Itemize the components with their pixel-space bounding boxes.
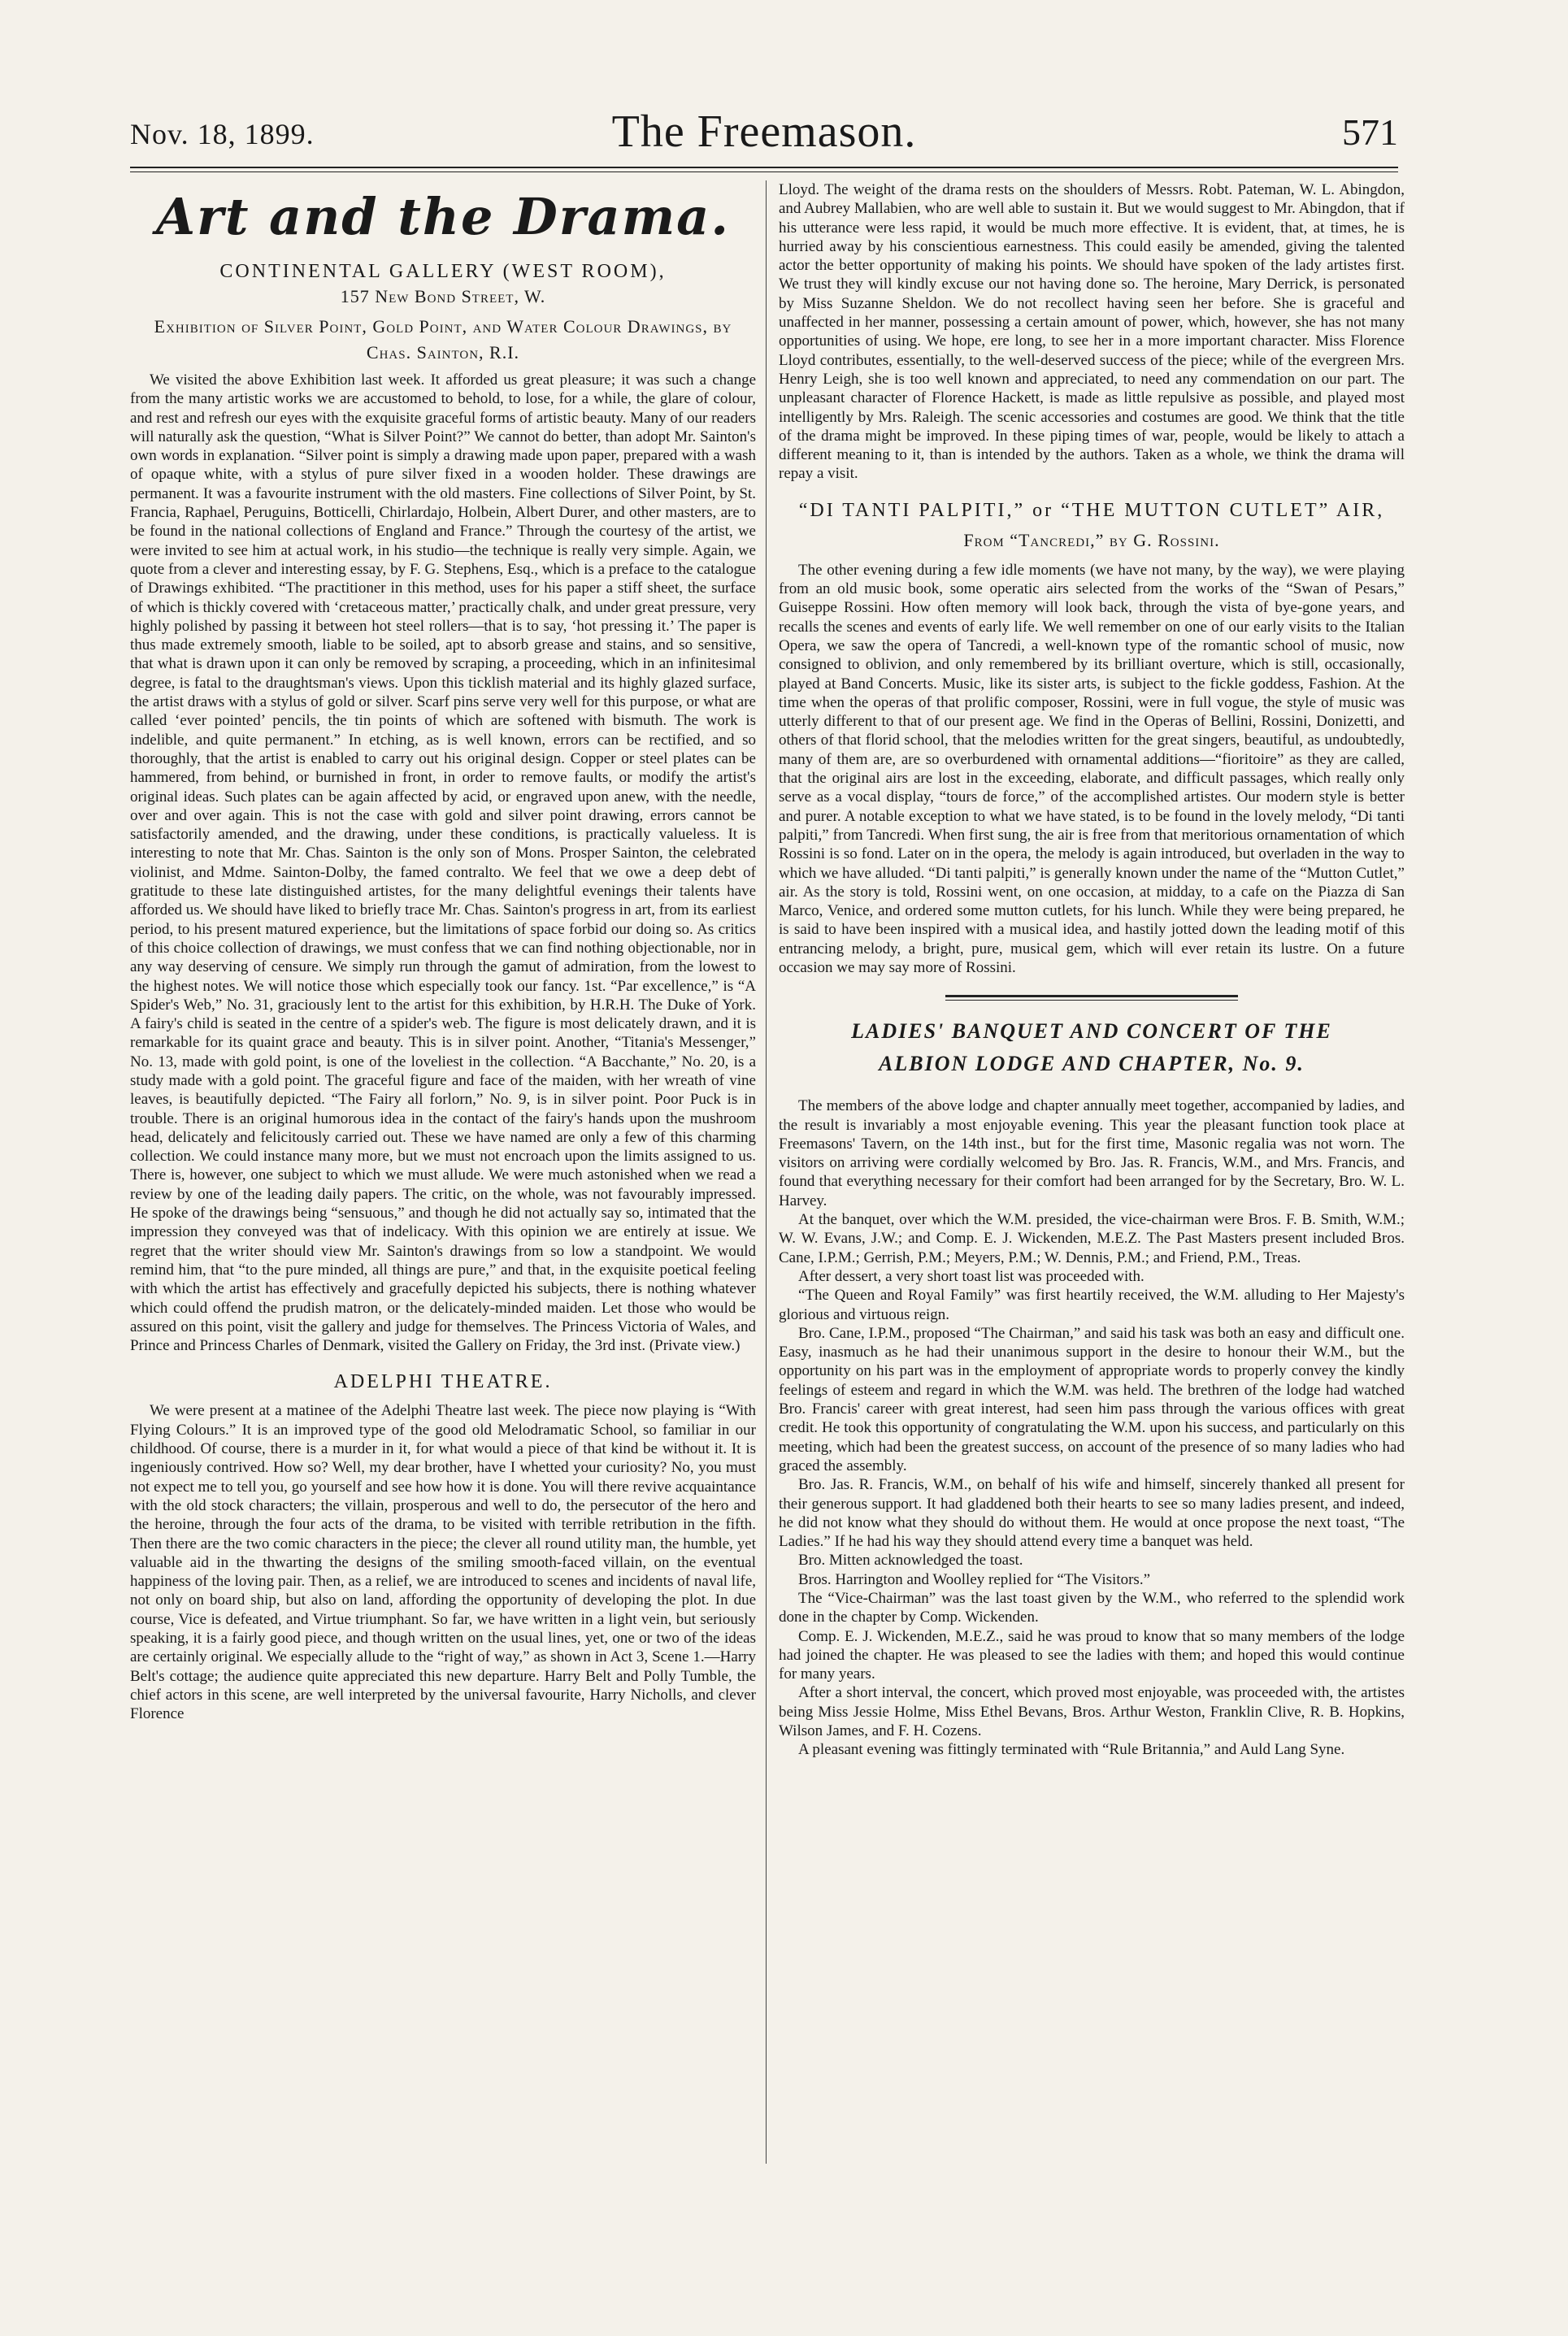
banquet-heading-line1: LADIES' BANQUET AND CONCERT OF THE — [851, 1019, 1332, 1044]
right-column — [779, 180, 1405, 2164]
banquet-paragraph: Bros. Harrington and Woolley replied for “The Visitors.” — [798, 1570, 1151, 1588]
tanti-heading: “DI TANTI PALPITI,” or “THE MUTTON CUTLET” AIR, — [798, 499, 1385, 521]
banquet-paragraph: Bro. Mitten acknowledged the toast. — [798, 1552, 1023, 1570]
page-number: 571 — [1342, 111, 1398, 153]
banquet-paragraph: At the banquet, over which the W.M. presided, the vice-chairman were Bros. F. B. Smith, W.M.; W. W. Evans, J.W.; and Comp. E. J. Wickenden, M.E.Z. The Past Masters present included Bros. Cane, I.P.M.; Gerrish, P.M.; Meyers, P.M.; W. Dennis, P.M.; and Friend, P.M., Treas. — [779, 1211, 1405, 1266]
tanti-subheading: From “Tancredi,” by G. Rossini. — [963, 529, 1220, 550]
banquet-paragraph: A pleasant evening was fittingly terminated with “Rule Britannia,” and Auld Lang Syne. — [798, 1741, 1345, 1759]
left-column — [130, 180, 756, 2164]
banquet-paragraph: After a short interval, the concert, which proved most enjoyable, was proceeded with, the artistes being Miss Jessie Holme, Miss Ethel Bevans, Bros. Arthur Weston, Franklin Clive, R. B. Hopkins, Wilson James, and F. H. Cozens. — [779, 1684, 1405, 1740]
gallery-venue: CONTINENTAL GALLERY (WEST ROOM), — [219, 261, 667, 282]
banquet-paragraph: After dessert, a very short toast list was proceeded with. — [798, 1267, 1145, 1285]
column-divider — [766, 180, 767, 2164]
art-article-paragraph: We visited the above Exhibition last week. It afforded us great pleasure; it was such a change from the many artistic works we are accustomed to behold, to lose, for a while, the glare of colour, and rest and refresh our eyes with the exquisite graceful forms of artistic beauty. Many of our readers will naturally ask the question, “What is Silver Point?” We cannot do better, than adopt Mr. Sainton's own words in explanation. “Silver point is simply a drawing made upon paper, prepared with a wash of opaque white, with a stylus of pure silver fixed in a wooden holder. These drawings are permanent. It was a favourite instrument with the old masters. Fine collections of Silver Point, by St. Francia, Raphael, Peruguins, Botticelli, Chirlardajo, Holbein, Albert Durer, and other masters, are to be found in the national collections of England and France.” Through the courtesy of the artist, we were invited to see him at actual work, in his studio—the technique is really very simple. Again, we quote from a clever and interesting essay, by F. G. Stephens, Esq., which is a preface to the catalogue of Drawings exhibited. “The practitioner in this method, uses for his paper a stiff sheet, the surface of which is thickly covered with ‘cretaceous matter,’ practically chalk, and under great pressure, very highly polished by passing it between hot steel rollers—that is to say, ‘hot pressing it.’ The paper is thus made extremely smooth, liable to be soiled, apt to absorb grease and stains, and so sensitive, that what is drawn upon it can only be removed by scraping, a proceeding, which in an infinitesimal degree, is fatal to the draughtsman's views. Upon this ticklish material and its highly glazed surface, the artist draws with a stylus of gold or silver. Scarf pins serve very well for this purpose, or what are called ‘ever pointed’ pencils, the tin points of which are softened with bismuth. The work is indelible, and quite permanent.” In etching, as is well known, errors can be rectified, and so thoroughly, that the artist is enabled to carry out his original design. Copper or steel plates can be hammered, from behind, or burnished in front, in order to remove faults, or modify the artist's original ideas. Such plates can be again affected by acid, or engraved upon anew, with the needle, over and over again. This is not the case with gold and silver point drawing, errors cannot be satisfactorily amended, and the drawing, under these conditions, is practically valueless. It is interesting to note that Mr. Chas. Sainton is the only son of Mons. Prosper Sainton, the celebrated violinist, and Mdme. Sainton-Dolby, the famed contralto. We feel that we owe a deep debt of gratitude to these late distinguished artistes, for the many delightful evenings their talents have afforded us. We should have liked to briefly trace Mr. Chas. Sainton's progress in art, from its earliest period, to his present matured experience, but the limitations of space forbid our doing so. As critics of this choice collection of drawings, we must confess that we can find nothing objectionable, nor in any way deserving of censure. We simply run through the gamut of admiration, from the lowest to the highest notes. We will notice those which especially took our fancy. 1st. “Par excellence,” is “A Spider's Web,” No. 31, graciously lent to the artist for this exhibition, by H.R.H. The Duke of York. A fairy's child is seated in the centre of a spider's web. The figure is most delicately drawn, and it is remarkable for its quaint grace and beauty. This is in silver point. Another, “Titania's Messenger,” No. 13, made with gold point, is one of the loveliest in the collection. “A Bacchante,” No. 20, is a study made with a gold point. The graceful figure and face of the maiden, with her wreath of vine leaves, is beautifully depicted. “The Fairy all forlorn,” No. 9, is in silver point. Poor Puck is in trouble. There is an original humorous idea in the contact of the fairy's hands upon the mushroom head, delicately and felicitously carried out. These we have named are only a few of this charming collection. We could instance many more, but we must not encroach upon the limits assigned to us. There is, however, one subject to which we must allude. We were much astonished when we read a review by one of the leading daily papers. The critic, on the whole, was not favourably impressed. He spoke of the drawings being “sensuous,” and though he did not actually say so, intimated that the impression they conveyed was that of indelicacy. With this opinion we are entirely at issue. We regret that the writer should view Mr. Sainton's drawings from so low a standpoint. We would remind him, that “to the pure minded, all things are pure,” and that, in the exquisite poetical feeling with which the artist has effectively and gracefully depicted his subjects, there is nothing whatever which could offend the prudish matron, or the delicately-minded maiden. Let those who would be assured on this point, visit the gallery and judge for themselves. The Princess Victoria of Wales, and Prince and Princess Charles of Denmark, visited the Gallery on Friday, the 3rd inst. (Private view.) — [130, 371, 756, 1355]
gallery-address: 157 New Bond Street, W. — [340, 286, 546, 306]
banquet-paragraph: Bro. Jas. R. Francis, W.M., on behalf of his wife and himself, sincerely thanked all present for their generous support. It had gladdened both their hearts to see so many ladies present, and indeed, he did not know what they should do without them. He would at once propose the next toast, “The Ladies.” If he had his way they should attend every time a banquet was held. — [779, 1476, 1405, 1551]
exhibition-title: Exhibition of Silver Point, Gold Point, and Water Colour Drawings, by Chas. Sainton, R.I. — [154, 316, 732, 363]
section-separator — [945, 995, 1238, 1001]
art-drama-heading: Art and the Drama. — [156, 187, 730, 246]
banquet-paragraph: Comp. E. J. Wickenden, M.E.Z., said he was proud to know that so many members of the lodge had joined the chapter. He was pleased to see the ladies with them; and hoped this would continue for many years. — [779, 1627, 1405, 1683]
banquet-paragraph: The “Vice-Chairman” was the last toast given by the W.M., who referred to the splendid work done in the chapter by Comp. Wickenden. — [779, 1590, 1405, 1626]
banquet-heading — [779, 1015, 1405, 1080]
banquet-paragraph: Bro. Cane, I.P.M., proposed “The Chairman,” and said his task was both an easy and difficult one. Easy, inasmuch as he had their unanimous support in the desire to honour their W.M., but the opportunity on his part was in the employment of appropriate words to properly convey the kindly feelings of esteem and regard in which the W.M. was held. The brethren of the lodge had watched Bro. Francis' career with great interest, had seen him pass through the various offices with great credit. He took this opportunity of congratulating the W.M. upon his success, and particularly on this meeting, which had been the greatest success, on account of the presence of so many ladies who had graced the assembly. — [779, 1324, 1405, 1474]
adelphi-paragraph: We were present at a matinee of the Adelphi Theatre last week. The piece now playing is “With Flying Colours.” It is an improved type of the good old Melodramatic School, so familiar in our childhood. Of course, there is a murder in it, for what would a piece of that kind be without it. It is ingeniously contrived. How so? Well, my dear brother, have I whetted your curiosity? No, you must not expect me to tell you, go yourself and see how how it is done. You will there revive acquaintance with the old stock characters; the villain, prosperous and well to do, the persecutor of the hero and the heroine, through the four acts of the drama, to be visited with terrible retribution in the fifth. Then there are the two comic characters in the piece; the clever all round utility man, the humble, yet valuable aid in the thwarting the designs of the smiling smooth-faced villain, on the eventual happiness of the loving pair. Then, as a relief, we are introduced to scenes and incidents of naval life, not only on board ship, but also on land, affording the opportunity of developing the plot. In due course, Vice is defeated, and Virtue triumphant. So far, we have written in a light vein, but seriously speaking, it is a fairly good piece, and though written on the usual lines, yet, one or two of the ideas are certainly original. We especially allude to the “right of way,” as shown in Act 3, Scene 1.—Harry Belt's cottage; the audience quite appreciated this new departure. Harry Belt and Polly Tumble, the chief actors in this scene, are well interpreted by the universal favourite, Harry Nicholls, and clever Florence — [130, 1402, 756, 1723]
adelphi-paragraph-continued: Lloyd. The weight of the drama rests on the shoulders of Messrs. Robt. Pateman, W. L. Abingdon, and Aubrey Mallabien, who are well able to sustain it. But we would suggest to Mr. Abingdon, that if his utterance were less rapid, it would be much more effective. It is evident, that, at times, he is hurried away by his conscientious earnestness. This could easily be amended, giving the talented actor the better opportunity of making his points. We should have spoken of the lady artistes first. We trust they will kindly excuse our not having done so. The heroine, Mary Derrick, is personated by Miss Suzanne Sheldon. We do not recollect having seen her before. She is graceful and unaffected in her manner, possessing a certain amount of power, which, however, she has not many opportunities of using. We hope, ere long, to see her in a more important character. Miss Florence Lloyd contributes, essentially, to the well-deserved success of the piece; while of the evergreen Mrs. Henry Leigh, she is too well known and appreciated, to need any commendation on our part. The unpleasant character of Florence Hackett, is made as little repulsive as possible, and played most intelligently by Mrs. Raleigh. The scenic accessories and costumes are good. We think that the title of the drama might be improved. In these piping times of war, people, would be likely to attach a different meaning to it, than is intended by the authors. Taken as a whole, we think the drama will repay a visit. — [779, 181, 1405, 483]
banquet-paragraph: “The Queen and Royal Family” was first heartily received, the W.M. alluding to Her Majesty's glorious and virtuous reign. — [779, 1287, 1405, 1323]
banquet-heading-line2: ALBION LODGE AND CHAPTER, No. 9. — [879, 1052, 1305, 1076]
banquet-paragraph: The members of the above lodge and chapter annually meet together, accompanied by ladies, and the result is invariably a most enjoyable evening. This year the pleasant function took place at Freemasons' Tavern, on the 14th inst., but for the first time, Masonic regalia was not worn. The visitors on arriving were cordially welcomed by Bro. Jas. R. Francis, W.M., and Mrs. Francis, and found that everything necessary for their comfort had been arranged for by the Secretary, Bro. W. L. Harvey. — [779, 1097, 1405, 1209]
tanti-paragraph: The other evening during a few idle moments (we have not many, by the way), we were playing from an old music book, some operatic airs selected from the works of the “Swan of Pesars,” Guiseppe Rossini. How often memory will look back, through the vista of bye-gone years, and recalls the scenes and events of early life. We well remember on one of our early visits to the Italian Opera, we saw the opera of Tancredi, a well-known type of the romantic school of music, now consigned to oblivion, and only remembered by its brilliant overture, which is still, occasionally, played at Band Concerts. Music, like its sister arts, is subject to the fickle goddess, Fashion. At the time when the operas of that prolific composer, Rossini, were in full vogue, the style of music was utterly different to that of our present age. We find in the Operas of Bellini, Rossini, Donizetti, and others of that florid school, that the melodies written for the great singers, beautiful, as undoubtedly, many of them are, are so overburdened with ornamental additions—“fioritoire” as they are called, that the original airs are lost in the exceeding, elaborate, and difficult passages, which really only serve as a vocal display, “tours de force,” of the accomplished artistes. Our modern style is better and purer. A notable exception to what we have stated, is to be found in the lovely melody, “Di tanti palpiti,” from Tancredi. When first sung, the air is free from that meritorious ornamentation of which Rossini is so fond. Later on in the opera, the melody is again introduced, but overladen in the way to which we have alluded. “Di tanti palpiti,” is generally known under the name of the “Mutton Cutlet,” air. As the story is told, Rossini went, on one occasion, at midday, to a cafe on the Piazza di San Marco, Venice, and ordered some mutton cutlets, for his lunch. While they were being prepared, he is said to have been inspired with a musical idea, and hastily jotted down the leading motif of this entrancing melody, a bright, pure, musical gem, which will ever retain its lustre. On a future occasion we may say more of Rossini. — [779, 561, 1405, 976]
masthead-rule — [130, 167, 1398, 168]
newspaper-title: The Freemason. — [611, 106, 917, 157]
masthead — [130, 106, 1398, 157]
issue-date: Nov. 18, 1899. — [130, 118, 315, 150]
adelphi-heading: ADELPHI THEATRE. — [333, 1371, 553, 1393]
